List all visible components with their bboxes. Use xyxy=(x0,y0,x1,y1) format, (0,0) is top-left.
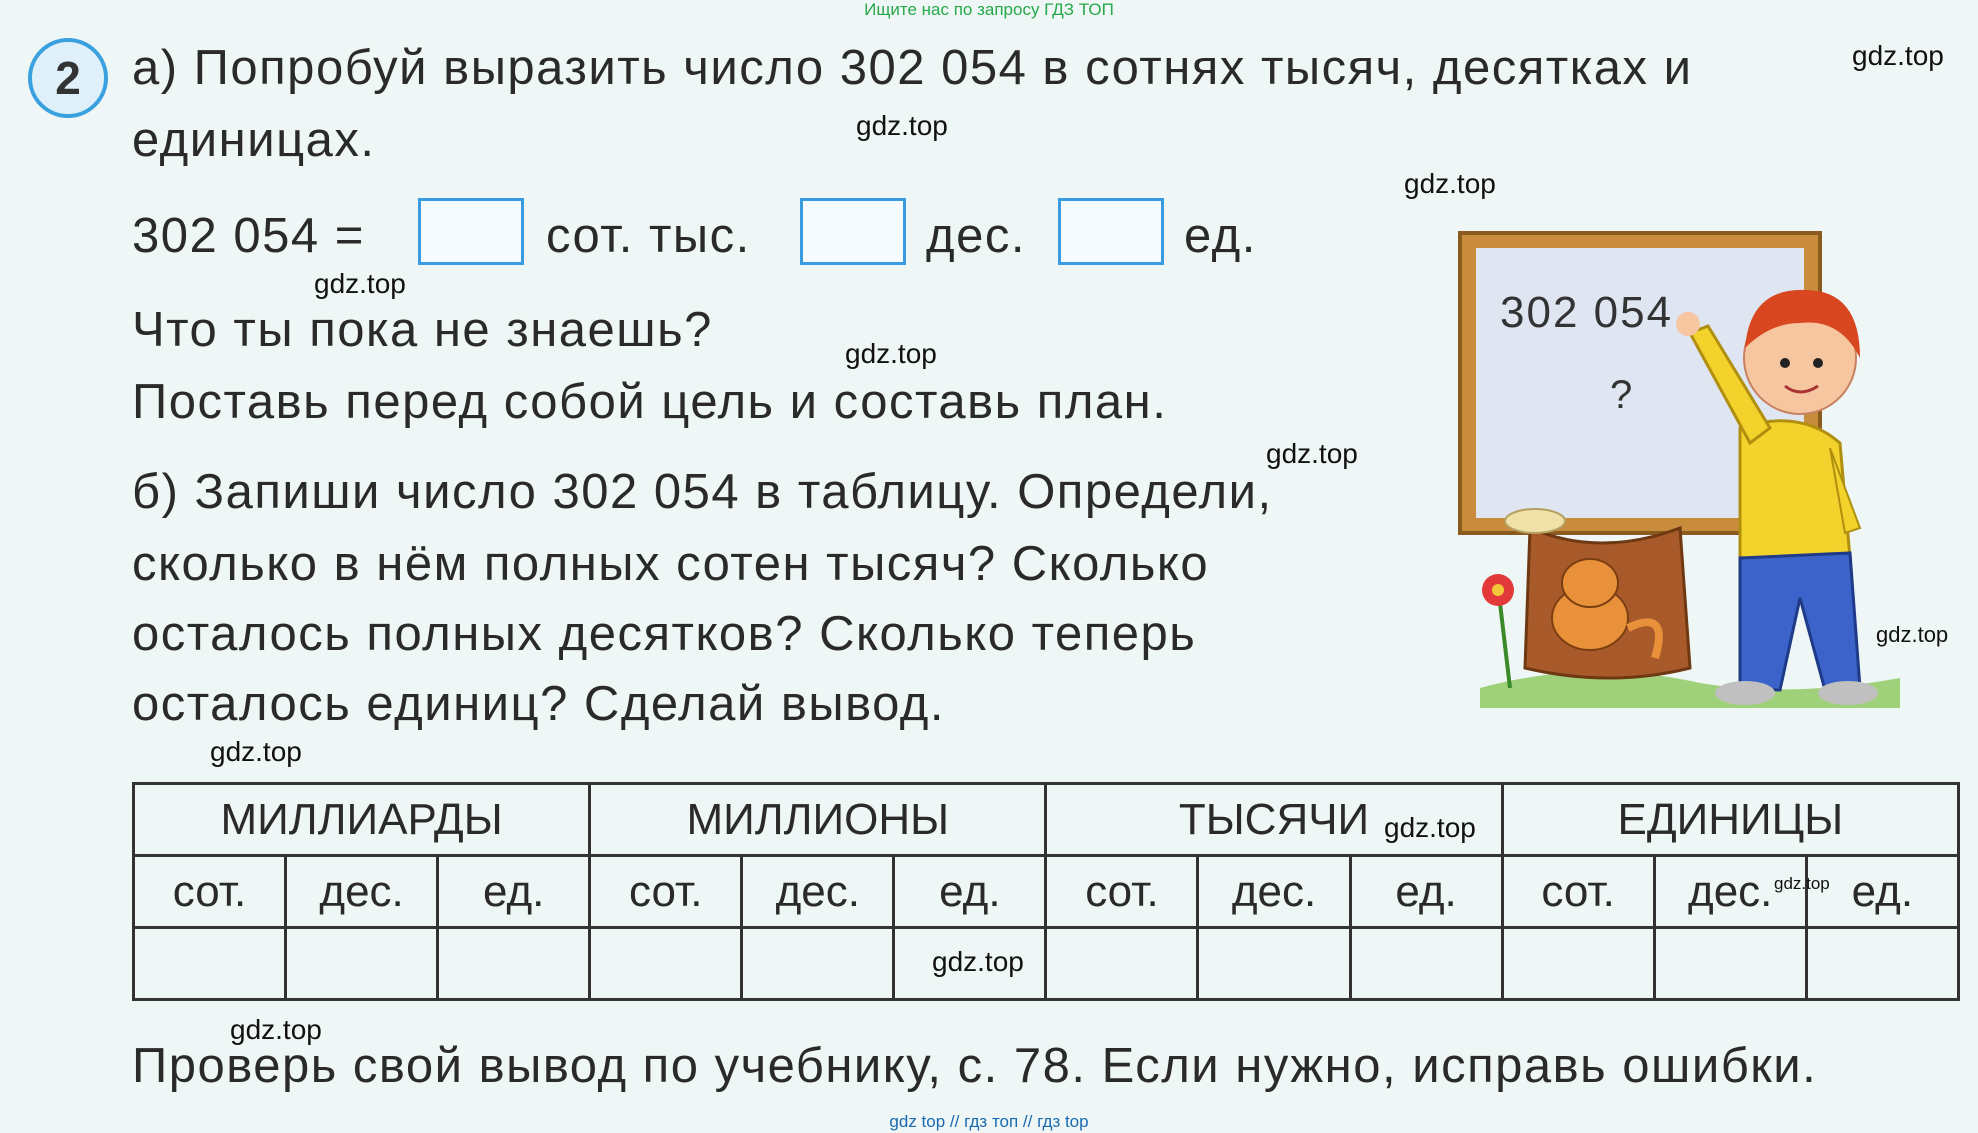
part-b-line2: сколько в нём полных сотен тысяч? Сколько xyxy=(132,537,1210,591)
task-number-badge xyxy=(28,38,108,118)
answer-row xyxy=(134,928,1959,1000)
watermark: gdz.top xyxy=(314,268,406,299)
class-units: ЕДИНИЦЫ xyxy=(1502,784,1958,856)
plan-line: Поставь перед собой цель и составь план. xyxy=(132,375,1168,429)
answer-box-hundred-thousands[interactable] xyxy=(418,198,524,265)
rank-cell: сот. xyxy=(590,856,742,928)
part-b-line4: осталось единиц? Сделай вывод. xyxy=(132,677,945,731)
answer-cell[interactable] xyxy=(286,928,438,1000)
watermark: gdz.top xyxy=(845,338,937,369)
answer-cell[interactable] xyxy=(1502,928,1654,1000)
class-millions: МИЛЛИОНЫ xyxy=(590,784,1046,856)
watermark: gdz.top xyxy=(1774,874,1830,893)
rank-cell: сот. xyxy=(1046,856,1198,928)
rank-cell: дес. xyxy=(1198,856,1350,928)
watermark: gdz.top xyxy=(1876,622,1949,647)
watermark: gdz.top xyxy=(1404,168,1496,199)
part-a-line1: а) Попробуй выразить число 302 054 в сотнях тысяч, десятках и xyxy=(132,41,1693,95)
answer-cell[interactable] xyxy=(1350,928,1502,1000)
watermark: gdz.top xyxy=(856,110,948,141)
answer-box-units[interactable] xyxy=(1058,198,1164,265)
rank-cell: ед. xyxy=(1806,856,1958,928)
watermark: gdz.top xyxy=(932,946,1024,977)
answer-cell[interactable] xyxy=(134,928,286,1000)
unit-tens: дес. xyxy=(926,209,1026,263)
rank-cell: дес. xyxy=(1654,856,1806,928)
watermark: gdz.top xyxy=(1384,812,1476,843)
check-line: Проверь свой вывод по учебнику, с. 78. Если нужно, исправь ошибки. xyxy=(132,1039,1818,1093)
class-header-row xyxy=(134,784,1959,856)
part-a-line2: единицах. xyxy=(132,113,376,167)
unit-units: ед. xyxy=(1184,209,1257,263)
rank-cell: ед. xyxy=(1350,856,1502,928)
rank-cell: сот. xyxy=(134,856,286,928)
answer-box-tens[interactable] xyxy=(800,198,906,265)
part-b-line3: осталось полных десятков? Сколько теперь xyxy=(132,607,1197,661)
watermark: gdz.top xyxy=(230,1014,322,1045)
answer-cell[interactable] xyxy=(590,928,742,1000)
part-b-line1: б) Запиши число 302 054 в таблицу. Определи, xyxy=(132,465,1273,519)
answer-cell[interactable] xyxy=(1046,928,1198,1000)
answer-cell[interactable] xyxy=(742,928,894,1000)
unit-hundred-thousands: сот. тыс. xyxy=(546,209,751,263)
footer-watermark: gdz top // гдз топ // гдз top xyxy=(889,1112,1089,1131)
board-number: 302 054 xyxy=(1500,288,1674,337)
rank-cell: ед. xyxy=(894,856,1046,928)
watermark: gdz.top xyxy=(210,736,302,767)
rank-cell: ед. xyxy=(438,856,590,928)
question-line: Что ты пока не знаешь? xyxy=(132,303,713,357)
watermark: gdz.top xyxy=(1852,40,1944,71)
search-banner: Ищите нас по запросу ГДЗ ТОП xyxy=(864,0,1114,19)
rank-header-row xyxy=(134,856,1959,928)
boy-at-board-illustration xyxy=(1440,228,1910,708)
equation-left: 302 054 = xyxy=(132,209,365,263)
answer-cell[interactable] xyxy=(1654,928,1806,1000)
class-thousands: ТЫСЯЧИ xyxy=(1046,784,1502,856)
rank-cell: сот. xyxy=(1502,856,1654,928)
class-billions: МИЛЛИАРДЫ xyxy=(134,784,590,856)
rank-cell: дес. xyxy=(286,856,438,928)
answer-cell[interactable] xyxy=(438,928,590,1000)
watermark: gdz.top xyxy=(1266,438,1358,469)
answer-cell[interactable] xyxy=(1806,928,1958,1000)
place-value-table xyxy=(132,782,1960,1001)
board-question-mark: ? xyxy=(1610,373,1633,417)
rank-cell: дес. xyxy=(742,856,894,928)
task-number: 2 xyxy=(55,52,81,104)
answer-cell[interactable] xyxy=(1198,928,1350,1000)
